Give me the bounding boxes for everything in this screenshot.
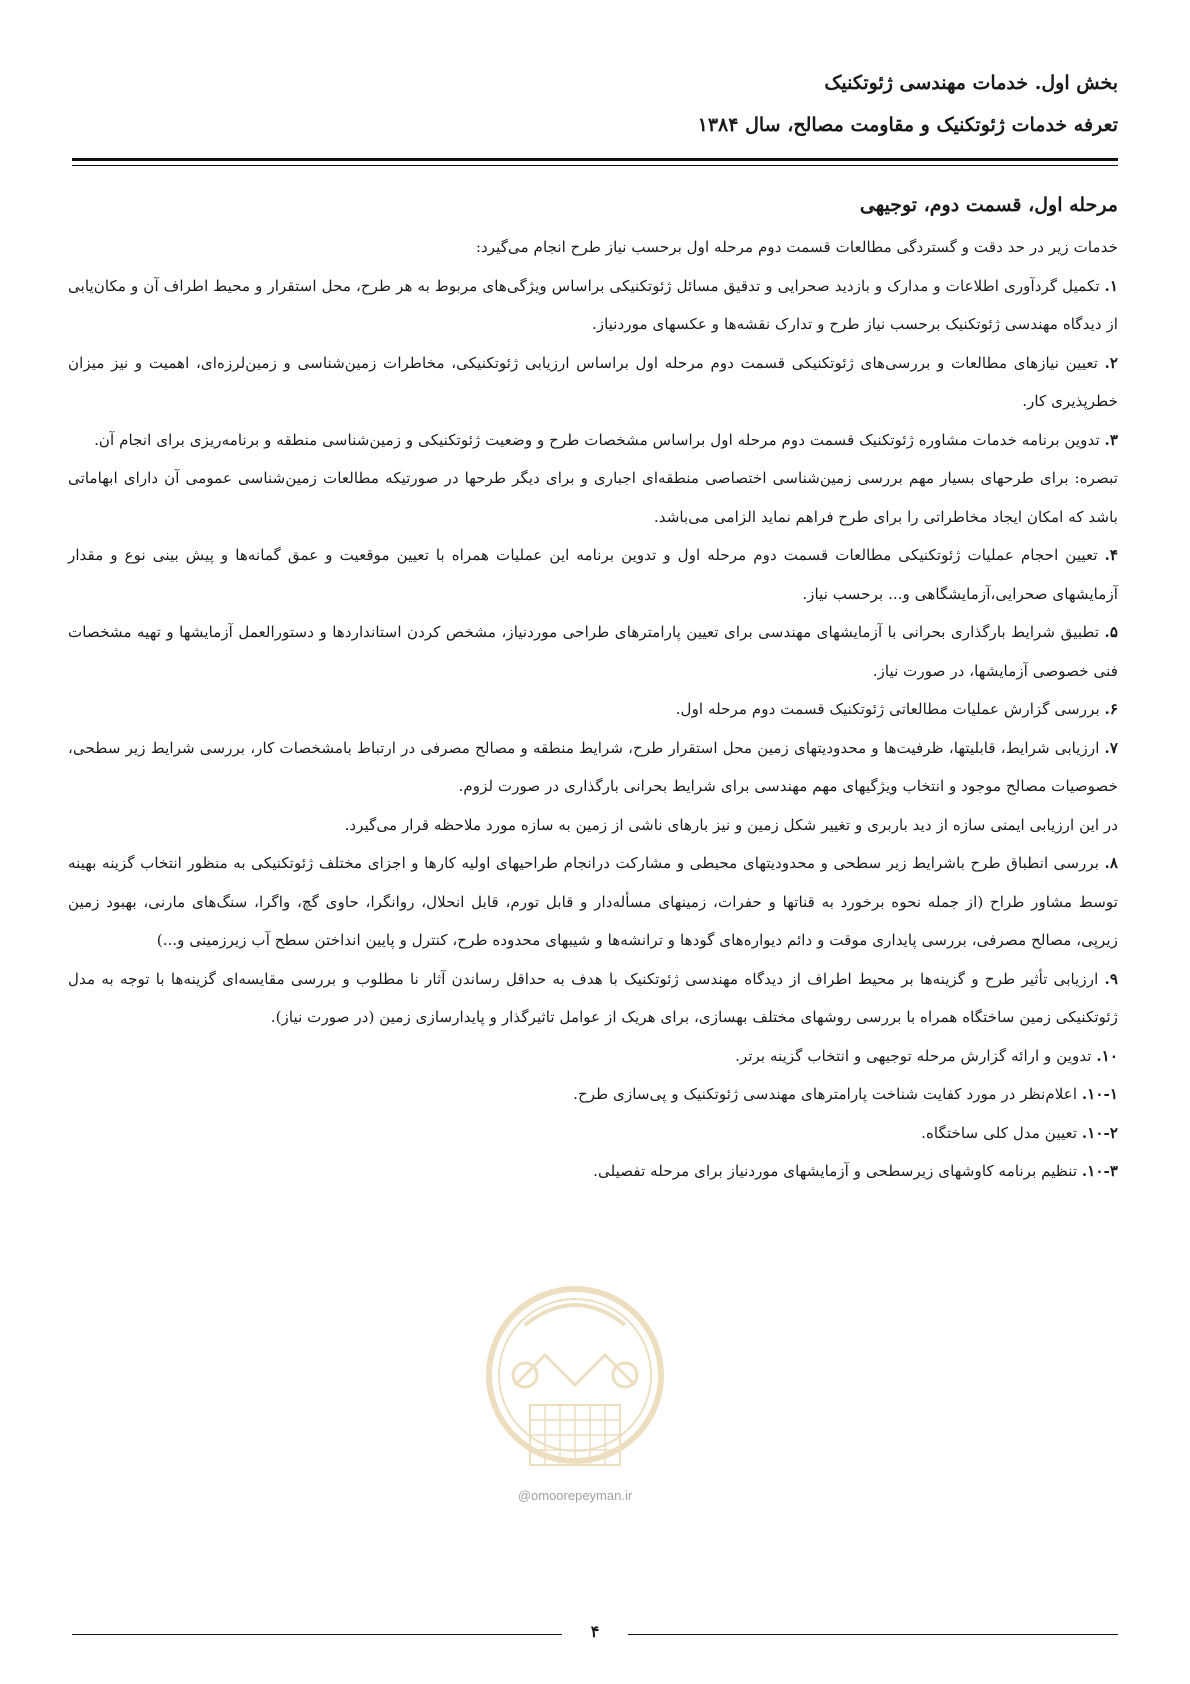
- note-paragraph: [68, 459, 1118, 536]
- item-number: ۲.: [1104, 353, 1118, 372]
- sub-list-item: [68, 1152, 1118, 1191]
- item-text: در این ارزیابی ایمنی سازه از دید باربری و تغییر شکل زمین و نیز بارهای ناشی از زمین به سازه مورد ملاحظه قرار می‌گیرد.: [344, 815, 1118, 834]
- item-number: ۱۰.: [1096, 1046, 1118, 1065]
- item-number: ۹.: [1104, 969, 1118, 988]
- note-text: تبصره: برای طرحهای بسیار مهم بررسی زمین‌شناسی اختصاصی منطقه‌ای اجباری و برای دیگر طرحها در صورتیکه مطالعات زمین‌شناسی عمومی آن دارای ابهاماتی باشد که امکان ایجاد مخاطراتی را برای طرح فراهم نماید الزامی می‌باشد.: [68, 469, 1118, 526]
- list-item: [68, 536, 1118, 613]
- item-number: ۷.: [1104, 738, 1119, 757]
- list-item: [68, 421, 1118, 460]
- header-part-title: بخش اول. خدمات مهندسی ژئوتکنیک: [824, 72, 1118, 94]
- page-number: ۴: [590, 1622, 600, 1641]
- item-text: تعیین مدل کلی ساختگاه.: [921, 1123, 1078, 1142]
- list-item: [68, 690, 1118, 729]
- seal-watermark: [485, 1265, 665, 1595]
- list-item: [68, 613, 1118, 690]
- seal-emblem-icon: [485, 1265, 665, 1595]
- header-book-title: تعرفه خدمات ژئوتکنیک و مقاومت مصالح، سال ۱۳۸۴: [697, 114, 1118, 136]
- sub-list-item: [68, 1075, 1118, 1114]
- item-number: ۵.: [1104, 623, 1118, 641]
- page-header: [68, 62, 1118, 146]
- item-text: بررسی انطباق طرح باشرایط زیر سطحی و محدودیتهای محیطی و مشارکت درانجام طراحیهای اولیه کارها و اجزای مختلف ژئوتکنیکی به منظور انتخاب گزینه بهینه توسط مشاور طراح (از جمله نحوه برخورد به قناتها و حفرات، زمینهای مسأله‌دار و قابل تورم، قابل انحلال، روانگرا، حاوی گچ، واگرا، سنگ‌های مارنی، بهبود زمین زیرپی، مصالح مصرفی، بررسی پایداری موقت و دائم دیواره‌های گودها و ترانشه‌ها و شیبهای محدوده طرح، کنترل و پایین انداختن سطح آب زیرزمینی و...): [68, 854, 1118, 949]
- item-number: ۱۰-۱.: [1081, 1085, 1118, 1103]
- item-text: بررسی گزارش عملیات مطالعاتی ژئوتکنیک قسمت دوم مرحله اول.: [675, 700, 1100, 718]
- item-number: ۱۰-۳.: [1081, 1162, 1118, 1180]
- list-item: [68, 960, 1118, 1037]
- item-text: تطبیق شرایط بارگذاری بحرانی با آزمایشهای مهندسی برای تعیین پارامترهای طراحی موردنیاز، مشخص کردن استانداردها و دستورالعمل آزمایشها و تهیه مشخصات فنی خصوصی آزمایشها، در صورت نیاز.: [68, 623, 1118, 680]
- item-text: تعیین احجام عملیات ژئوتکنیکی مطالعات قسمت دوم مرحله اول و تدوین برنامه این عملیات همراه با تعیین موقعیت و عمق گمانه‌ها و پیش بینی نوع و مقدار آزمایشهای صحرایی،آزمایشگاهی و... برحسب نیاز.: [68, 546, 1118, 603]
- list-item: [68, 267, 1118, 344]
- item-text: تنظیم برنامه کاوشهای زیرسطحی و آزمایشهای موردنیاز برای مرحله تفصیلی.: [593, 1162, 1078, 1180]
- watermark-url: @omoorepeyman.ir: [517, 1488, 633, 1503]
- sub-list-item: [68, 1114, 1118, 1153]
- item-text: ارزیابی شرایط، قابلیتها، ظرفیت‌ها و محدودیتهای زمین محل استقرار طرح، شرایط منطقه و مصالح مصرفی در ارتباط بامشخصات کار، بررسی شرایط زیر سطحی، خصوصیات مصالح موجود و انتخاب ویژگیهای مهم مهندسی برای شرایط بحرانی بارگذاری در صورت لزوم.: [68, 738, 1118, 795]
- item-number: ۸.: [1104, 854, 1119, 872]
- footer-rule-right: [628, 1634, 1118, 1635]
- header-rule-thin: [72, 165, 1118, 166]
- item-text: تکمیل گردآوری اطلاعات و مدارک و بازدید صحرایی و تدقیق مسائل ژئوتکنیکی براساس ویژگی‌های مربوط به هر طرح، محل استقرار و محیط اطراف آن و مکان‌یابی از دیدگاه مهندسی ژئوتکنیک برحسب نیاز طرح و تدارک نقشه‌ها و عکسهای موردنیاز.: [68, 276, 1118, 333]
- list-item: [68, 1037, 1118, 1076]
- item-number: ۴.: [1104, 546, 1119, 564]
- item-text: اعلام‌نظر در مورد کفایت شناخت پارامترهای مهندسی ژئوتکنیک و پی‌سازی طرح.: [573, 1085, 1078, 1103]
- page-footer: [72, 1624, 1118, 1644]
- list-item: [68, 344, 1118, 421]
- item-number: ۱۰-۲.: [1081, 1123, 1118, 1142]
- list-item: [68, 729, 1118, 806]
- item-text: تدوین و ارائه گزارش مرحله توجیهی و انتخاب گزینه برتر.: [735, 1046, 1092, 1065]
- item-text: تدوین برنامه خدمات مشاوره ژئوتکنیک قسمت دوم مرحله اول براساس مشخصات طرح و وضعیت ژئوتکنیکی و زمین‌شناسی منطقه و برنامه‌ریزی برای انجام آن.: [94, 430, 1100, 449]
- main-content: [68, 182, 1118, 1191]
- continuation-paragraph: [68, 806, 1118, 845]
- intro-paragraph: خدمات زیر در حد دقت و گستردگی مطالعات قسمت دوم مرحله اول برحسب نیاز طرح انجام می‌گیرد:: [475, 238, 1118, 256]
- item-number: ۶.: [1104, 700, 1118, 718]
- list-item: [68, 844, 1118, 960]
- item-number: ۳.: [1104, 430, 1118, 449]
- item-number: ۱.: [1104, 276, 1118, 295]
- item-text: ارزیابی تأثیر طرح و گزینه‌ها بر محیط اطراف از دیدگاه مهندسی ژئوتکنیک با هدف به حداقل رساندن آثار نا مطلوب و بررسی مقایسه‌ای گزینه‌ها با توجه به مدل ژئوتکنیکی زمین ساختگاه همراه با بررسی روشهای مختلف بهسازی، برای هریک از عوامل تاثیرگذار و پایدارسازی زمین (در صورت نیاز).: [68, 969, 1118, 1026]
- header-rule-thick: [72, 158, 1118, 161]
- section-title: مرحله اول، قسمت دوم، توجیهی: [859, 194, 1118, 216]
- item-text: تعیین نیازهای مطالعات و بررسی‌های ژئوتکنیکی قسمت دوم مرحله اول براساس ارزیابی ژئوتکنیکی، مخاطرات زمین‌شناسی و زمین‌لرزه‌ای، اهمیت و نیز میزان خطرپذیری کار.: [68, 353, 1118, 410]
